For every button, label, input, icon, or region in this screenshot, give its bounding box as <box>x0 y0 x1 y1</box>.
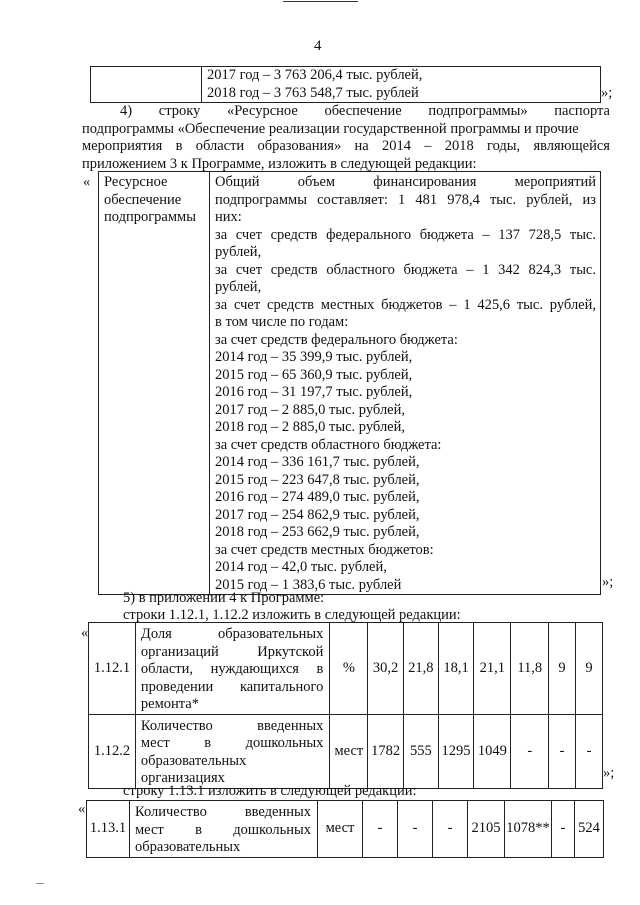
text-line: Количество введенных <box>140 717 324 734</box>
text-line: 2015 год – 65 360,9 тыс. рублей, <box>215 366 413 383</box>
row-description <box>135 623 329 715</box>
text-line: ремонта* <box>140 696 199 712</box>
value-cell: 21,8 <box>403 623 438 715</box>
word: – <box>424 138 432 154</box>
text-line: за счет средств местных бюджетов: <box>215 541 434 558</box>
text-line: образовательных <box>140 752 247 769</box>
row-unit: мест <box>318 801 363 858</box>
resource-label-line: подпрограммы <box>104 209 196 225</box>
text-line: рублей, <box>215 244 262 260</box>
word: строку <box>158 103 201 119</box>
resource-label-cell <box>99 172 210 595</box>
text-line: образовательных <box>135 839 241 855</box>
word: области <box>195 138 245 154</box>
text-line: за счет средств областного бюджета – 1 342 824,3 тыс. <box>215 261 596 278</box>
paragraph-4-line-3 <box>82 138 610 156</box>
value-cell: 11,8 <box>511 623 549 715</box>
value-cell: - <box>549 714 576 788</box>
open-quote: « <box>83 174 91 190</box>
row-id: 1.13.1 <box>87 801 130 858</box>
row-description <box>135 714 329 788</box>
text-line: подпрограммы составляет: 1 481 978,4 тыс. рублей, из <box>215 191 596 208</box>
text-line: области, нуждающихся в <box>140 661 324 677</box>
text-line: организаций Иркутской <box>140 643 324 660</box>
text-line: 2016 год – 274 489,0 тыс. рублей, <box>215 489 420 505</box>
resource-label-line: Ресурсное <box>104 174 168 190</box>
text-line: Доля образовательных <box>140 626 324 642</box>
text-line: проведении капитального <box>140 678 324 695</box>
table-row <box>89 714 603 788</box>
word: «Ресурсное <box>227 103 298 119</box>
text-line: мест в дошкольных <box>135 821 311 838</box>
text-line: 2018 год – 2 885,0 тыс. рублей, <box>215 419 406 435</box>
text-line: 2014 год – 35 399,9 тыс. рублей, <box>215 349 413 365</box>
value-cell: - <box>363 801 398 858</box>
value-cell: 1782 <box>368 714 403 788</box>
resource-content-cell <box>210 172 601 595</box>
text-line: 2014 год – 42,0 тыс. рублей, <box>215 559 387 575</box>
paragraph-4-line-4: приложением 3 к Программе, изложить в следующей редакции: <box>82 155 477 172</box>
open-quote: « <box>81 625 89 641</box>
word: паспорта <box>554 103 610 119</box>
word: 4) <box>120 103 133 119</box>
text-line: 2016 год – 31 197,7 тыс. рублей, <box>215 384 413 400</box>
row-description-lines <box>141 718 323 788</box>
text-line: рублей, <box>215 279 262 295</box>
close-quote: »; <box>601 85 613 101</box>
bottom-mark <box>36 883 44 884</box>
paragraph-1131: строку 1.13.1 изложить в следующей редакции: <box>123 783 417 799</box>
row-unit: мест <box>330 714 368 788</box>
text-line: 2015 год – 1 383,6 тыс. рублей <box>215 576 402 593</box>
row-description-lines <box>135 804 311 857</box>
value-cell: - <box>433 801 468 858</box>
text-line: Количество введенных <box>135 804 311 820</box>
word: годы, <box>487 138 521 154</box>
paragraph-5-line-2: строки 1.12.1, 1.12.2 изложить в следующей редакции: <box>123 607 461 623</box>
row-description <box>130 801 318 858</box>
value-cell: - <box>511 714 549 788</box>
close-quote: »; <box>603 765 615 781</box>
word: образования» <box>257 138 342 154</box>
value-cell: 21,1 <box>474 623 511 715</box>
value-cell: 18,1 <box>438 623 473 715</box>
top-table-line: 2017 год – 3 763 206,4 тыс. рублей, <box>207 67 423 83</box>
value-cell: 524 <box>575 801 604 858</box>
page-number: 4 <box>314 38 322 54</box>
paragraph-4-line-1 <box>82 103 610 121</box>
table-row <box>89 623 603 715</box>
paragraph-4-line-2: подпрограммы «Обеспечение реализации государственной программы и прочие <box>82 120 579 137</box>
text-line: в том числе по годам: <box>215 314 349 330</box>
word: обеспечение <box>324 103 402 119</box>
row-unit: % <box>330 623 368 715</box>
text-line: мест в дошкольных <box>140 735 324 751</box>
value-cell: 1078** <box>505 801 552 858</box>
value-cell: 30,2 <box>368 623 403 715</box>
resource-content-lines <box>215 174 596 594</box>
text-line: 2015 год – 223 647,8 тыс. рублей, <box>215 471 420 488</box>
text-line: Общий объем финансирования мероприятий <box>215 174 596 190</box>
text-line: за счет средств федерального бюджета: <box>215 331 458 348</box>
top-table-line: 2018 год – 3 763 548,7 тыс. рублей <box>207 84 419 101</box>
text-line: организациях <box>140 770 225 786</box>
close-quote: »; <box>602 574 614 590</box>
top-table-fragment <box>90 66 601 103</box>
value-cell: 1049 <box>474 714 511 788</box>
value-cell: - <box>398 801 433 858</box>
value-cell: 9 <box>576 623 603 715</box>
indicator-table-1-12 <box>88 622 603 789</box>
text-line: за счет средств федерального бюджета – 137 728,5 тыс. <box>215 226 596 243</box>
row-id: 1.12.1 <box>89 623 136 715</box>
word: в <box>175 138 183 154</box>
paragraph-4 <box>82 103 610 173</box>
text-line: 2014 год – 336 161,7 тыс. рублей, <box>215 454 420 470</box>
word: мероприятия <box>82 138 163 154</box>
word: 2014 <box>381 138 411 154</box>
word: на <box>354 138 369 154</box>
open-quote: « <box>78 801 86 817</box>
value-cell: - <box>576 714 603 788</box>
word: 2018 <box>444 138 474 154</box>
paragraph-5-line-1: 5) в приложении 4 к Программе: <box>123 590 325 606</box>
value-cell: 2105 <box>468 801 505 858</box>
text-line: 2018 год – 253 662,9 тыс. рублей, <box>215 524 420 540</box>
text-line: 2017 год – 254 862,9 тыс. рублей, <box>215 506 420 523</box>
row-id: 1.12.2 <box>89 714 136 788</box>
value-cell: 555 <box>403 714 438 788</box>
text-line: 2017 год – 2 885,0 тыс. рублей, <box>215 401 406 418</box>
word: являющейся <box>533 138 610 154</box>
text-line: за счет средств местных бюджетов – 1 425,6 тыс. рублей, <box>215 296 596 313</box>
value-cell: 9 <box>549 623 576 715</box>
top-table-left-cell <box>91 67 202 103</box>
indicator-table-1-13-1 <box>86 800 604 858</box>
top-table-right-cell <box>202 67 601 103</box>
table-row <box>87 801 604 858</box>
word: подпрограммы» <box>428 103 528 119</box>
top-rule <box>283 1 358 2</box>
value-cell: 1295 <box>438 714 473 788</box>
value-cell: - <box>552 801 575 858</box>
text-line: за счет средств областного бюджета: <box>215 436 442 453</box>
row-description-lines <box>141 626 323 714</box>
text-line: них: <box>215 209 242 225</box>
resource-label-line: обеспечение <box>104 191 182 208</box>
resource-table <box>98 171 601 595</box>
